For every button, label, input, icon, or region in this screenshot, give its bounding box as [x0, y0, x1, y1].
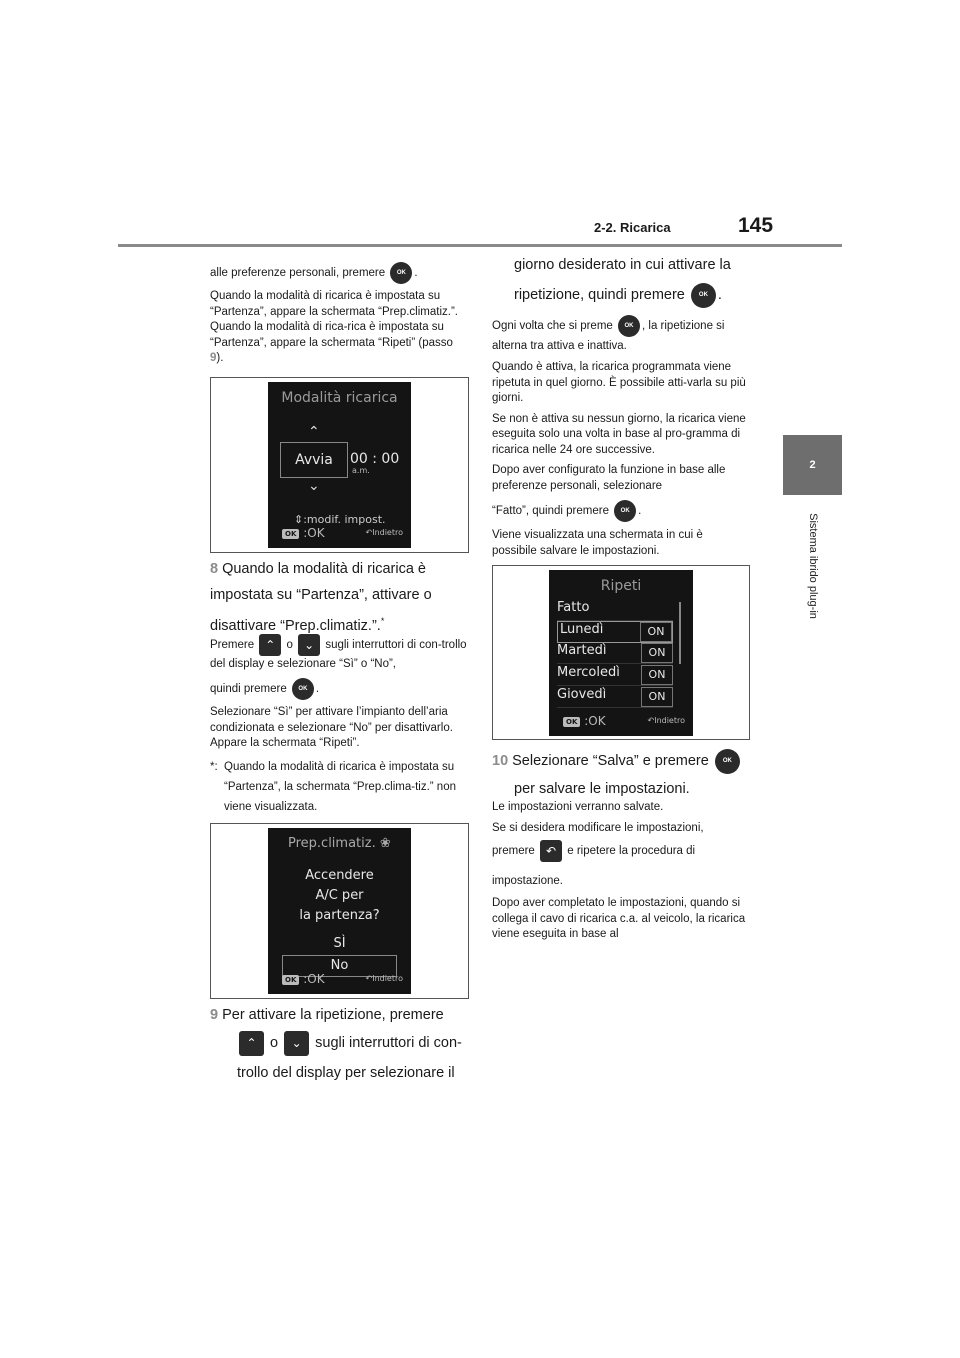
left-column-mid: Premere ⌃ o ⌄ sugli interruttori di con-trollo del display e selezionare “Sì” o “No”, quindi premere OK . Selezionare “Sì” per attivare l’impianto dell’aria condizionata e selezionare “No” per disattivarlo. Appare la schermata “Ripeti”. *: Quando la modalità di ricarica è impostata su “Partenza”, la schermata “Prep.clima-tiz.” non viene visualizzata.	[210, 634, 468, 817]
ok-chip-icon: OK	[282, 529, 299, 539]
page-number: 145	[738, 214, 774, 237]
back-label: ↶Indietro	[365, 528, 403, 537]
chevron-up-icon: ⌃	[239, 1031, 264, 1056]
time-value: 00 : 00	[350, 451, 400, 467]
screen-ripeti	[549, 570, 693, 736]
screen-modalita-ricarica	[268, 382, 411, 548]
chevron-up-icon: ⌃	[259, 634, 281, 656]
screen-prep-climatiz	[268, 828, 411, 994]
chevron-down-icon: ⌄	[298, 634, 320, 656]
screen-footer: OK :OK ↶Indietro	[563, 714, 685, 730]
footnote: *: Quando la modalità di ricarica è impostata su “Partenza”, la schermata “Prep.clima-tiz.” non viene visualizzata.	[210, 760, 456, 813]
chevron-up-icon: ⌃	[308, 424, 320, 440]
list-item: Fatto	[557, 600, 673, 621]
ok-button-icon: OK	[618, 315, 640, 337]
screen-frame-modalita	[210, 377, 469, 553]
step-8: 8 Quando la modalità di ricarica è impostata su “Partenza”, attivare o disattivare “Prep.climatiz.”.*	[210, 561, 432, 634]
screen-title: Ripeti	[600, 578, 642, 594]
screen-title: Prep.climatiz. ❀	[288, 836, 391, 851]
screen-frame-prepclimatiz	[210, 823, 469, 999]
list-item: Martedì ON	[557, 643, 673, 664]
screen-title: Modalità ricarica	[281, 390, 398, 406]
ok-button-icon: OK	[390, 262, 412, 284]
screen-footer: OK :OK ↶Indietro	[282, 526, 403, 542]
return-arrow-icon: ↶	[540, 840, 562, 862]
option-no: No	[282, 955, 397, 977]
step-10: 10 Selezionare “Salva” e premere OK per salvare le impostazioni.	[492, 746, 754, 802]
right-column-mid: Ogni volta che si preme OK , la ripetizione si alterna tra attiva e inattiva. Quando è attiva, la ricarica programmata viene ripetuta in quel giorno. È possibile atti-varla su più giorni. Se non è attiva su nessun giorno, la ricarica viene eseguita solo una volta in base al pro-gramma di ricarica nelle 24 ore successive. Dopo aver configurato la funzione in base alle preferenze personali, selezionare “Fatto”, quindi premere OK . Viene visualizzata una schermata in cui è possibile salvare le impostazioni.	[492, 315, 750, 564]
screen-footer: OK :OK ↶Indietro	[282, 972, 403, 988]
chevron-down-icon: ⌄	[284, 1031, 309, 1056]
ok-chip-icon: OK	[563, 717, 580, 727]
mode-value: Avvia	[280, 442, 348, 478]
updown-icon: ⇕	[294, 513, 304, 526]
list-item: Giovedì ON	[557, 687, 673, 708]
ampm: a.m.	[352, 466, 370, 475]
list-item: Lunedì ON	[557, 621, 673, 643]
header-rule	[118, 244, 842, 247]
section-title: 2-2. Ricarica	[594, 220, 671, 235]
side-tab-label: Sistema ibrido plug-in	[807, 513, 819, 619]
ok-button-icon: OK	[691, 283, 716, 308]
list-item: Mercoledì ON	[557, 665, 673, 686]
ok-button-icon: OK	[715, 749, 740, 774]
ok-chip-icon: OK	[282, 975, 299, 985]
ok-button-icon: OK	[292, 678, 314, 700]
back-label: ↶Indietro	[365, 974, 403, 983]
screen-hint: ⇕:modif. impost.	[294, 513, 386, 526]
side-tab-number: 2	[783, 435, 842, 495]
ok-button-icon: OK	[614, 500, 636, 522]
fan-icon: ❀	[379, 836, 391, 851]
left-column-top: alle preferenze personali, premere OK . Quando la modalità di ricarica è impostata su “Partenza”, appare la schermata “Prep.climatiz.”. Quando la modalità di rica-rica è impostata su “Partenza”, appare la schermata “Ripeti” (passo 9).	[210, 262, 468, 372]
chevron-down-icon: ⌄	[308, 478, 320, 494]
step-9-continued: giorno desiderato in cui attivare la ripetizione, quindi premere OK .	[492, 252, 754, 312]
right-column-bottom: Le impostazioni verranno salvate. Se si desidera modificare le impostazioni, premere ↶ e ripetere la procedura di impostazione. Dopo aver completato le impostazioni, quando si collega il cavo di ricarica c.a. al veicolo, la ricarica viene eseguita in base al	[492, 801, 746, 940]
back-label: ↶Indietro	[647, 716, 685, 725]
option-yes: SÌ	[333, 936, 346, 951]
step-9: 9 Per attivare la ripetizione, premere ⌃ o ⌄ sugli interruttori di con-trollo del display per selezionare il	[210, 1007, 462, 1081]
screen-question: Accendere A/C per la partenza?	[299, 868, 380, 923]
scrollbar	[679, 602, 681, 664]
screen-frame-ripeti	[492, 565, 750, 740]
